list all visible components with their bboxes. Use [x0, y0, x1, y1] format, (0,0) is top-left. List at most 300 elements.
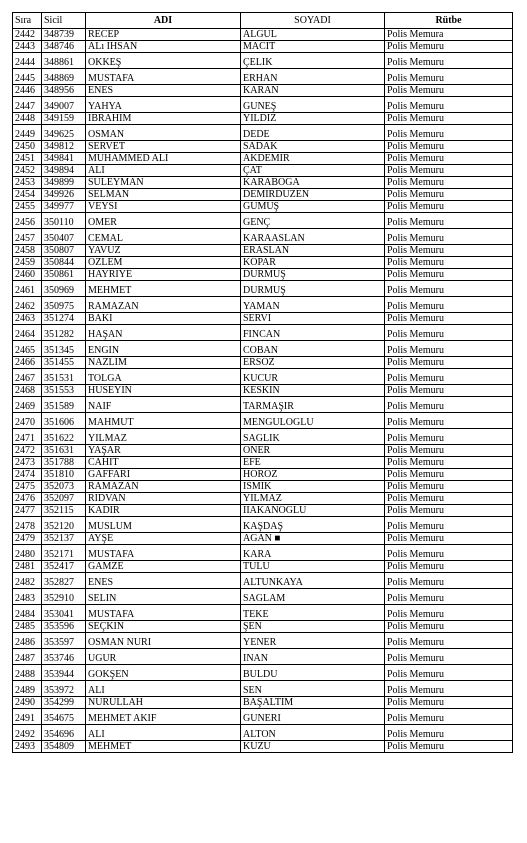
- sira-cell: 2463: [13, 313, 42, 325]
- rutbe-cell: Polis Memuru: [385, 505, 513, 517]
- table-row: [13, 69, 513, 85]
- sicil-cell: 349894: [42, 165, 86, 177]
- rutbe-cell: Polis Memuru: [385, 697, 513, 709]
- sicil-cell: 349926: [42, 189, 86, 201]
- sira-cell: 2470: [13, 413, 42, 429]
- table-row: [13, 165, 513, 177]
- rutbe-cell: Polis Memuru: [385, 357, 513, 369]
- soyadi-cell: ERSOZ: [241, 357, 385, 369]
- adi-cell: SELMAN: [86, 189, 241, 201]
- sicil-cell: 350969: [42, 281, 86, 297]
- adi-cell: ALı IHSAN: [86, 41, 241, 53]
- rutbe-cell: Polis Memuru: [385, 53, 513, 69]
- soyadi-cell: DEDE: [241, 125, 385, 141]
- adi-cell: GAMZE: [86, 561, 241, 573]
- rutbe-cell: Polis Memuru: [385, 125, 513, 141]
- adi-cell: MAHMUT: [86, 413, 241, 429]
- soyadi-cell: INAN: [241, 649, 385, 665]
- soyadi-cell: BAŞALTIM: [241, 697, 385, 709]
- table-row: [13, 649, 513, 665]
- sicil-cell: 350407: [42, 229, 86, 245]
- table-row: [13, 29, 513, 41]
- rutbe-cell: Polis Memuru: [385, 97, 513, 113]
- table-row: [13, 297, 513, 313]
- soyadi-cell: AKDEMIR: [241, 153, 385, 165]
- rutbe-cell: Polis Memuru: [385, 281, 513, 297]
- table-row: [13, 269, 513, 281]
- sicil-cell: 348739: [42, 29, 86, 41]
- sira-cell: 2468: [13, 385, 42, 397]
- sira-cell: 2484: [13, 605, 42, 621]
- adi-cell: MEHMET AKIF: [86, 709, 241, 725]
- sicil-cell: 348746: [42, 41, 86, 53]
- soyadi-cell: SEN: [241, 681, 385, 697]
- table-row: [13, 561, 513, 573]
- soyadi-cell: ALTUNKAYA: [241, 573, 385, 589]
- rutbe-cell: Polis Memuru: [385, 229, 513, 245]
- adi-cell: ALI: [86, 165, 241, 177]
- adi-cell: MEHMET: [86, 741, 241, 753]
- table-row: [13, 245, 513, 257]
- rutbe-cell: Polis Memuru: [385, 621, 513, 633]
- rutbe-cell: Polis Memuru: [385, 41, 513, 53]
- sicil-cell: 354809: [42, 741, 86, 753]
- rutbe-cell: Polis Memuru: [385, 561, 513, 573]
- rutbe-cell: Polis Memuru: [385, 681, 513, 697]
- sicil-cell: 348956: [42, 85, 86, 97]
- sicil-cell: 351622: [42, 429, 86, 445]
- sicil-cell: 350110: [42, 213, 86, 229]
- sira-cell: 2475: [13, 481, 42, 493]
- soyadi-cell: COBAN: [241, 341, 385, 357]
- sira-cell: 2465: [13, 341, 42, 357]
- adi-cell: RECEP: [86, 29, 241, 41]
- rutbe-cell: Polis Memuru: [385, 313, 513, 325]
- table-row: [13, 201, 513, 213]
- adi-cell: OKKEŞ: [86, 53, 241, 69]
- rutbe-cell: Polis Memuru: [385, 385, 513, 397]
- soyadi-cell: KOPAR: [241, 257, 385, 269]
- adi-cell: YAVUZ: [86, 245, 241, 257]
- rutbe-cell: Polis Memuru: [385, 165, 513, 177]
- sira-cell: 2469: [13, 397, 42, 413]
- sira-cell: 2482: [13, 573, 42, 589]
- soyadi-cell: YENER: [241, 633, 385, 649]
- table-row: [13, 369, 513, 385]
- header-adi: ADI: [86, 13, 241, 29]
- sicil-cell: 353041: [42, 605, 86, 621]
- sira-cell: 2477: [13, 505, 42, 517]
- sira-cell: 2446: [13, 85, 42, 97]
- adi-cell: SULEYMAN: [86, 177, 241, 189]
- adi-cell: AYŞE: [86, 533, 241, 545]
- sicil-cell: 351455: [42, 357, 86, 369]
- sicil-cell: 351282: [42, 325, 86, 341]
- soyadi-cell: KARAASLAN: [241, 229, 385, 245]
- adi-cell: RIDVAN: [86, 493, 241, 505]
- adi-cell: ENGIN: [86, 341, 241, 357]
- soyadi-cell: YAMAN: [241, 297, 385, 313]
- adi-cell: OSMAN NURI: [86, 633, 241, 649]
- sira-cell: 2480: [13, 545, 42, 561]
- adi-cell: ENES: [86, 85, 241, 97]
- table-row: [13, 229, 513, 245]
- table-row: [13, 153, 513, 165]
- soyadi-cell: ERASLAN: [241, 245, 385, 257]
- sira-cell: 2445: [13, 69, 42, 85]
- sira-cell: 2455: [13, 201, 42, 213]
- adi-cell: MUSLUM: [86, 517, 241, 533]
- soyadi-cell: FINCAN: [241, 325, 385, 341]
- soyadi-cell: GUMUŞ: [241, 201, 385, 213]
- soyadi-cell: GUNEŞ: [241, 97, 385, 113]
- rutbe-cell: Polis Memuru: [385, 85, 513, 97]
- adi-cell: CEMAL: [86, 229, 241, 245]
- soyadi-cell: HOROZ: [241, 469, 385, 481]
- table-row: [13, 97, 513, 113]
- soyadi-cell: SERVI: [241, 313, 385, 325]
- adi-cell: HAŞAN: [86, 325, 241, 341]
- rutbe-cell: Polis Memuru: [385, 69, 513, 85]
- rutbe-cell: Polis Memuru: [385, 201, 513, 213]
- sira-cell: 2478: [13, 517, 42, 533]
- rutbe-cell: Polis Memuru: [385, 545, 513, 561]
- sira-cell: 2471: [13, 429, 42, 445]
- table-row: [13, 281, 513, 297]
- adi-cell: YAHYA: [86, 97, 241, 113]
- adi-cell: HUSEYIN: [86, 385, 241, 397]
- soyadi-cell: SAGLAM: [241, 589, 385, 605]
- rutbe-cell: Polis Memuru: [385, 189, 513, 201]
- adi-cell: YILMAZ: [86, 429, 241, 445]
- soyadi-cell: SADAK: [241, 141, 385, 153]
- rutbe-cell: Polis Memuru: [385, 493, 513, 505]
- header-soyadi: SOYADI: [241, 13, 385, 29]
- soyadi-cell: ALGUL: [241, 29, 385, 41]
- sira-cell: 2476: [13, 493, 42, 505]
- sicil-cell: 351531: [42, 369, 86, 385]
- rutbe-cell: Polis Memuru: [385, 605, 513, 621]
- rutbe-cell: Polis Memuru: [385, 429, 513, 445]
- adi-cell: MUSTAFA: [86, 69, 241, 85]
- sira-cell: 2479: [13, 533, 42, 545]
- sira-cell: 2460: [13, 269, 42, 281]
- rutbe-cell: Polis Memuru: [385, 141, 513, 153]
- rutbe-cell: Polis Memuru: [385, 481, 513, 493]
- rutbe-cell: Polis Memuru: [385, 589, 513, 605]
- sicil-cell: 351788: [42, 457, 86, 469]
- table-row: [13, 481, 513, 493]
- adi-cell: NAZLIM: [86, 357, 241, 369]
- sira-cell: 2467: [13, 369, 42, 385]
- rutbe-cell: Polis Memuru: [385, 665, 513, 681]
- sira-cell: 2454: [13, 189, 42, 201]
- sira-cell: 2444: [13, 53, 42, 69]
- sicil-cell: 350975: [42, 297, 86, 313]
- adi-cell: SEÇKIN: [86, 621, 241, 633]
- table-row: [13, 589, 513, 605]
- header-sicil: Sicil: [42, 13, 86, 29]
- sira-cell: 2458: [13, 245, 42, 257]
- personnel-list-sheet: [12, 12, 512, 753]
- sicil-cell: 351810: [42, 469, 86, 481]
- adi-cell: MEHMET: [86, 281, 241, 297]
- table-row: [13, 85, 513, 97]
- soyadi-cell: TULU: [241, 561, 385, 573]
- adi-cell: OSMAN: [86, 125, 241, 141]
- sira-cell: 2481: [13, 561, 42, 573]
- rutbe-cell: Polis Memuru: [385, 725, 513, 741]
- table-row: [13, 445, 513, 457]
- rutbe-cell: Polis Memuru: [385, 269, 513, 281]
- table-row: [13, 681, 513, 697]
- sicil-cell: 354675: [42, 709, 86, 725]
- header-rutbe: Rütbe: [385, 13, 513, 29]
- sira-cell: 2489: [13, 681, 42, 697]
- soyadi-cell: MACIT: [241, 41, 385, 53]
- adi-cell: OZLEM: [86, 257, 241, 269]
- sicil-cell: 352827: [42, 573, 86, 589]
- soyadi-cell: TEKE: [241, 605, 385, 621]
- soyadi-cell: ONER: [241, 445, 385, 457]
- rutbe-cell: Polis Memuru: [385, 297, 513, 313]
- table-row: [13, 141, 513, 153]
- table-row: [13, 397, 513, 413]
- table-row: [13, 177, 513, 189]
- sicil-cell: 352417: [42, 561, 86, 573]
- sira-cell: 2456: [13, 213, 42, 229]
- sicil-cell: 351589: [42, 397, 86, 413]
- table-row: [13, 697, 513, 709]
- rutbe-cell: Polis Memuru: [385, 369, 513, 385]
- adi-cell: GOKŞEN: [86, 665, 241, 681]
- sira-cell: 2449: [13, 125, 42, 141]
- rutbe-cell: Polis Memuru: [385, 741, 513, 753]
- sira-cell: 2491: [13, 709, 42, 725]
- soyadi-cell: KARAN: [241, 85, 385, 97]
- adi-cell: UGUR: [86, 649, 241, 665]
- table-row: [13, 709, 513, 725]
- adi-cell: ALI: [86, 681, 241, 697]
- adi-cell: SELIN: [86, 589, 241, 605]
- sira-cell: 2473: [13, 457, 42, 469]
- table-row: [13, 533, 513, 545]
- rutbe-cell: Polis Memuru: [385, 709, 513, 725]
- rutbe-cell: Polis Memuru: [385, 457, 513, 469]
- soyadi-cell: GUNERI: [241, 709, 385, 725]
- sira-cell: 2443: [13, 41, 42, 53]
- soyadi-cell: YILDIZ: [241, 113, 385, 125]
- sicil-cell: 349812: [42, 141, 86, 153]
- sira-cell: 2464: [13, 325, 42, 341]
- sira-cell: 2487: [13, 649, 42, 665]
- adi-cell: RAMAZAN: [86, 297, 241, 313]
- adi-cell: SERVET: [86, 141, 241, 153]
- table-row: [13, 313, 513, 325]
- sicil-cell: 353746: [42, 649, 86, 665]
- adi-cell: YAŞAR: [86, 445, 241, 457]
- table-body: [13, 29, 513, 753]
- rutbe-cell: Polis Memuru: [385, 445, 513, 457]
- table-row: [13, 257, 513, 269]
- table-row: [13, 357, 513, 369]
- sicil-cell: 351553: [42, 385, 86, 397]
- sicil-cell: 353972: [42, 681, 86, 697]
- soyadi-cell: KUCUR: [241, 369, 385, 385]
- table-row: [13, 741, 513, 753]
- sicil-cell: 349841: [42, 153, 86, 165]
- table-row: [13, 633, 513, 649]
- soyadi-cell: DURMUŞ: [241, 269, 385, 281]
- table-row: [13, 493, 513, 505]
- sicil-cell: 351274: [42, 313, 86, 325]
- soyadi-cell: IIAKANOGLU: [241, 505, 385, 517]
- adi-cell: TOLGA: [86, 369, 241, 385]
- adi-cell: CAHIT: [86, 457, 241, 469]
- rutbe-cell: Polis Memuru: [385, 413, 513, 429]
- soyadi-cell: EFE: [241, 457, 385, 469]
- adi-cell: MUSTAFA: [86, 605, 241, 621]
- sicil-cell: 350807: [42, 245, 86, 257]
- rutbe-cell: Polis Memuru: [385, 533, 513, 545]
- adi-cell: MUHAMMED ALI: [86, 153, 241, 165]
- sira-cell: 2442: [13, 29, 42, 41]
- header-sira: Sıra: [13, 13, 42, 29]
- sicil-cell: 353597: [42, 633, 86, 649]
- table-row: [13, 413, 513, 429]
- soyadi-cell: YILMAZ: [241, 493, 385, 505]
- adi-cell: NAIF: [86, 397, 241, 413]
- sira-cell: 2483: [13, 589, 42, 605]
- soyadi-cell: GENÇ: [241, 213, 385, 229]
- table-row: [13, 429, 513, 445]
- rutbe-cell: Polis Memura: [385, 29, 513, 41]
- soyadi-cell: BULDU: [241, 665, 385, 681]
- soyadi-cell: ERHAN: [241, 69, 385, 85]
- sicil-cell: 352097: [42, 493, 86, 505]
- table-row: [13, 113, 513, 125]
- personnel-table: [12, 12, 513, 753]
- sicil-cell: 353596: [42, 621, 86, 633]
- sira-cell: 2459: [13, 257, 42, 269]
- sira-cell: 2450: [13, 141, 42, 153]
- adi-cell: GAFFARI: [86, 469, 241, 481]
- sicil-cell: 354696: [42, 725, 86, 741]
- soyadi-cell: DEMIRDUZEN: [241, 189, 385, 201]
- table-row: [13, 53, 513, 69]
- adi-cell: ALI: [86, 725, 241, 741]
- soyadi-cell: AGAN ■: [241, 533, 385, 545]
- sicil-cell: 348869: [42, 69, 86, 85]
- sira-cell: 2488: [13, 665, 42, 681]
- adi-cell: IBRAHIM: [86, 113, 241, 125]
- rutbe-cell: Polis Memuru: [385, 469, 513, 481]
- sicil-cell: 352115: [42, 505, 86, 517]
- rutbe-cell: Polis Memuru: [385, 113, 513, 125]
- sicil-cell: 351345: [42, 341, 86, 357]
- table-row: [13, 41, 513, 53]
- sira-cell: 2474: [13, 469, 42, 481]
- table-row: [13, 545, 513, 561]
- table-row: [13, 573, 513, 589]
- sicil-cell: 352120: [42, 517, 86, 533]
- sicil-cell: 353944: [42, 665, 86, 681]
- table-row: [13, 125, 513, 141]
- soyadi-cell: KAŞDAŞ: [241, 517, 385, 533]
- table-row: [13, 457, 513, 469]
- adi-cell: OMER: [86, 213, 241, 229]
- adi-cell: MUSTAFA: [86, 545, 241, 561]
- sicil-cell: 351631: [42, 445, 86, 457]
- soyadi-cell: TARMAŞIR: [241, 397, 385, 413]
- sira-cell: 2461: [13, 281, 42, 297]
- sira-cell: 2493: [13, 741, 42, 753]
- sicil-cell: 352910: [42, 589, 86, 605]
- soyadi-cell: ÇAT: [241, 165, 385, 177]
- table-row: [13, 665, 513, 681]
- sira-cell: 2448: [13, 113, 42, 125]
- soyadi-cell: ŞEN: [241, 621, 385, 633]
- sira-cell: 2490: [13, 697, 42, 709]
- sicil-cell: 348861: [42, 53, 86, 69]
- table-row: [13, 605, 513, 621]
- sira-cell: 2447: [13, 97, 42, 113]
- sicil-cell: 352137: [42, 533, 86, 545]
- table-row: [13, 505, 513, 517]
- sicil-cell: 352073: [42, 481, 86, 493]
- soyadi-cell: KESKIN: [241, 385, 385, 397]
- adi-cell: VEYSI: [86, 201, 241, 213]
- adi-cell: HAYRIYE: [86, 269, 241, 281]
- sicil-cell: 354299: [42, 697, 86, 709]
- table-row: [13, 385, 513, 397]
- soyadi-cell: SAGLIK: [241, 429, 385, 445]
- rutbe-cell: Polis Memuru: [385, 325, 513, 341]
- adi-cell: KADIR: [86, 505, 241, 517]
- sicil-cell: 349007: [42, 97, 86, 113]
- sicil-cell: 349625: [42, 125, 86, 141]
- soyadi-cell: DURMUŞ: [241, 281, 385, 297]
- rutbe-cell: Polis Memuru: [385, 517, 513, 533]
- sira-cell: 2462: [13, 297, 42, 313]
- sira-cell: 2486: [13, 633, 42, 649]
- sicil-cell: 350861: [42, 269, 86, 281]
- rutbe-cell: Polis Memuru: [385, 397, 513, 413]
- table-row: [13, 725, 513, 741]
- rutbe-cell: Polis Memuru: [385, 649, 513, 665]
- adi-cell: NURULLAH: [86, 697, 241, 709]
- sira-cell: 2492: [13, 725, 42, 741]
- adi-cell: BAKI: [86, 313, 241, 325]
- rutbe-cell: Polis Memuru: [385, 633, 513, 649]
- adi-cell: ENES: [86, 573, 241, 589]
- sicil-cell: 351606: [42, 413, 86, 429]
- sira-cell: 2452: [13, 165, 42, 177]
- rutbe-cell: Polis Memuru: [385, 213, 513, 229]
- sira-cell: 2453: [13, 177, 42, 189]
- sira-cell: 2472: [13, 445, 42, 457]
- rutbe-cell: Polis Memuru: [385, 573, 513, 589]
- sira-cell: 2485: [13, 621, 42, 633]
- soyadi-cell: KARABOGA: [241, 177, 385, 189]
- table-row: [13, 517, 513, 533]
- table-row: [13, 325, 513, 341]
- soyadi-cell: ÇELIK: [241, 53, 385, 69]
- soyadi-cell: ISMIK: [241, 481, 385, 493]
- rutbe-cell: Polis Memuru: [385, 153, 513, 165]
- soyadi-cell: MENGULOGLU: [241, 413, 385, 429]
- table-row: [13, 189, 513, 201]
